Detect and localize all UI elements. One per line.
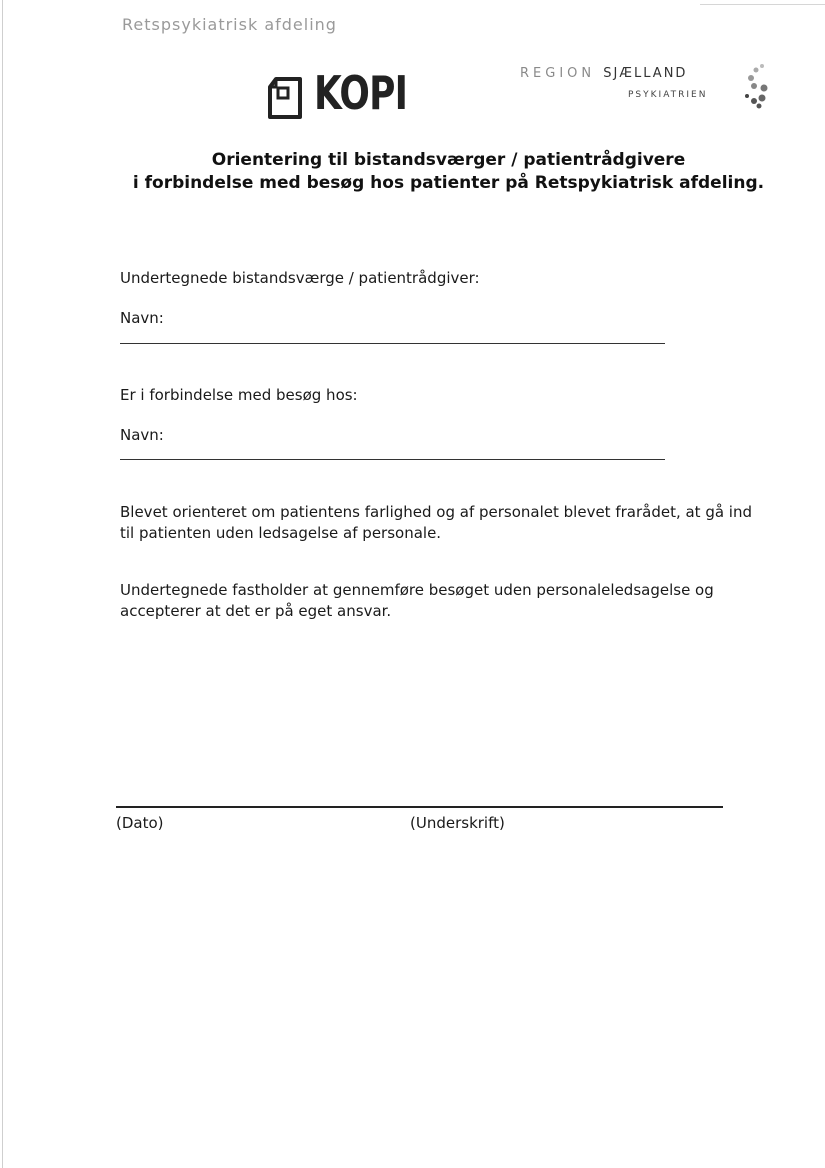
logo-region-word: REGION	[520, 66, 596, 81]
name-label-1: Navn:	[120, 309, 164, 327]
scan-edge-left	[2, 0, 3, 1168]
name-label-2: Navn:	[120, 426, 164, 444]
stamp-label: KOPI	[314, 66, 408, 120]
document-title-line-1: Orientering til bistandsværger / patientrådgivere	[211, 150, 686, 170]
date-label: (Dato)	[116, 814, 164, 832]
logo-region-text	[520, 66, 687, 81]
department-header: Retspsykiatrisk afdeling	[122, 15, 337, 34]
signee-label: Undertegnede bistandsværge / patientrådgiver:	[120, 269, 480, 287]
document-title-line-2: i forbindelse med besøg hos patienter på Retspykiatrisk afdeling.	[132, 173, 765, 193]
document-icon	[266, 76, 304, 120]
kopi-stamp	[266, 66, 416, 122]
signature-line[interactable]	[116, 806, 723, 808]
logo-name-word: SJÆLLAND	[603, 66, 688, 81]
logo-subtitle: PSYKIATRIEN	[628, 90, 708, 100]
dots-logo-icon	[732, 62, 772, 110]
paragraph-orientation: Blevet orienteret om patientens farlighed og af personalet blevet frarådet, at gå ind til patienten uden ledsagelse af personale.	[120, 503, 753, 542]
visit-label: Er i forbindelse med besøg hos:	[120, 386, 358, 404]
signature-label: (Underskrift)	[410, 814, 505, 832]
name-line-2[interactable]	[120, 459, 665, 460]
scan-edge-top	[700, 4, 825, 5]
paragraph-acceptance: Undertegnede fastholder at gennemføre besøget uden personaleledsagelse og accepterer at det er på eget ansvar.	[120, 581, 714, 620]
region-logo	[520, 62, 770, 112]
name-line-1[interactable]	[120, 343, 665, 344]
